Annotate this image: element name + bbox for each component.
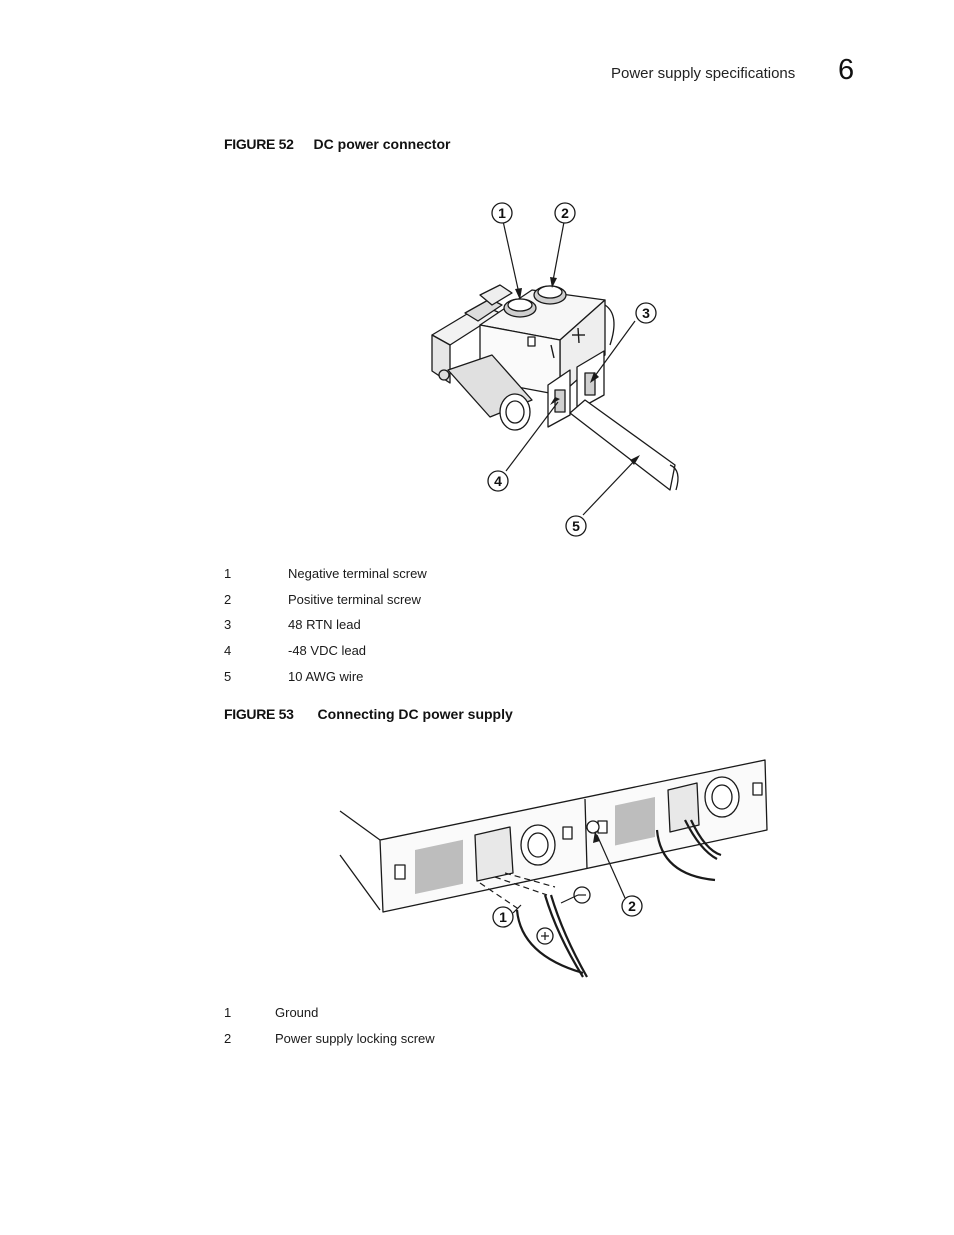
chapter-number: 6	[838, 54, 855, 86]
figure-52-callout-3: 3	[642, 305, 650, 321]
figure-52-caption	[224, 136, 450, 152]
figure-52-legend-num: 3	[224, 617, 232, 632]
figure-52-legend-num: 2	[224, 592, 232, 607]
connecting-dc-power-supply-illustration	[335, 755, 775, 980]
figure-52-callout-5: 5	[572, 518, 580, 534]
figure-52-legend-text: -48 VDC lead	[288, 643, 367, 658]
running-header-title: Power supply specifications	[611, 65, 796, 82]
figure-52-legend-text: Negative terminal screw	[288, 566, 427, 581]
figure-52-legend-num: 4	[224, 643, 232, 658]
figure-52-callout-4: 4	[494, 473, 502, 489]
figure-53-legend-num: 1	[224, 1005, 232, 1020]
figure-52-legend-text: Positive terminal screw	[288, 592, 421, 607]
figure-52-callout-2: 2	[561, 205, 569, 221]
figure-53-callout-1: 1	[499, 909, 507, 925]
figure-53-legend-text: Power supply locking screw	[275, 1031, 435, 1046]
figure-53-legend-num: 2	[224, 1031, 232, 1046]
figure-52-legend-num: 5	[224, 669, 232, 684]
figure-52-legend-num: 1	[224, 566, 232, 581]
figure-52-callout-1: 1	[498, 205, 506, 221]
figure-53-callout-2: 2	[628, 898, 636, 914]
figure-53-label: FIGURE 53	[224, 706, 294, 722]
figure-53-title: Connecting DC power supply	[317, 706, 513, 722]
figure-52-legend-text: 10 AWG wire	[288, 669, 364, 684]
figure-53-legend-text: Ground	[275, 1005, 319, 1020]
dc-power-connector-illustration	[420, 195, 690, 545]
figure-52-label: FIGURE 52	[224, 136, 294, 152]
figure-53-caption	[224, 706, 513, 722]
figure-52-title: DC power connector	[313, 136, 451, 152]
figure-52-legend-text: 48 RTN lead	[288, 617, 361, 632]
